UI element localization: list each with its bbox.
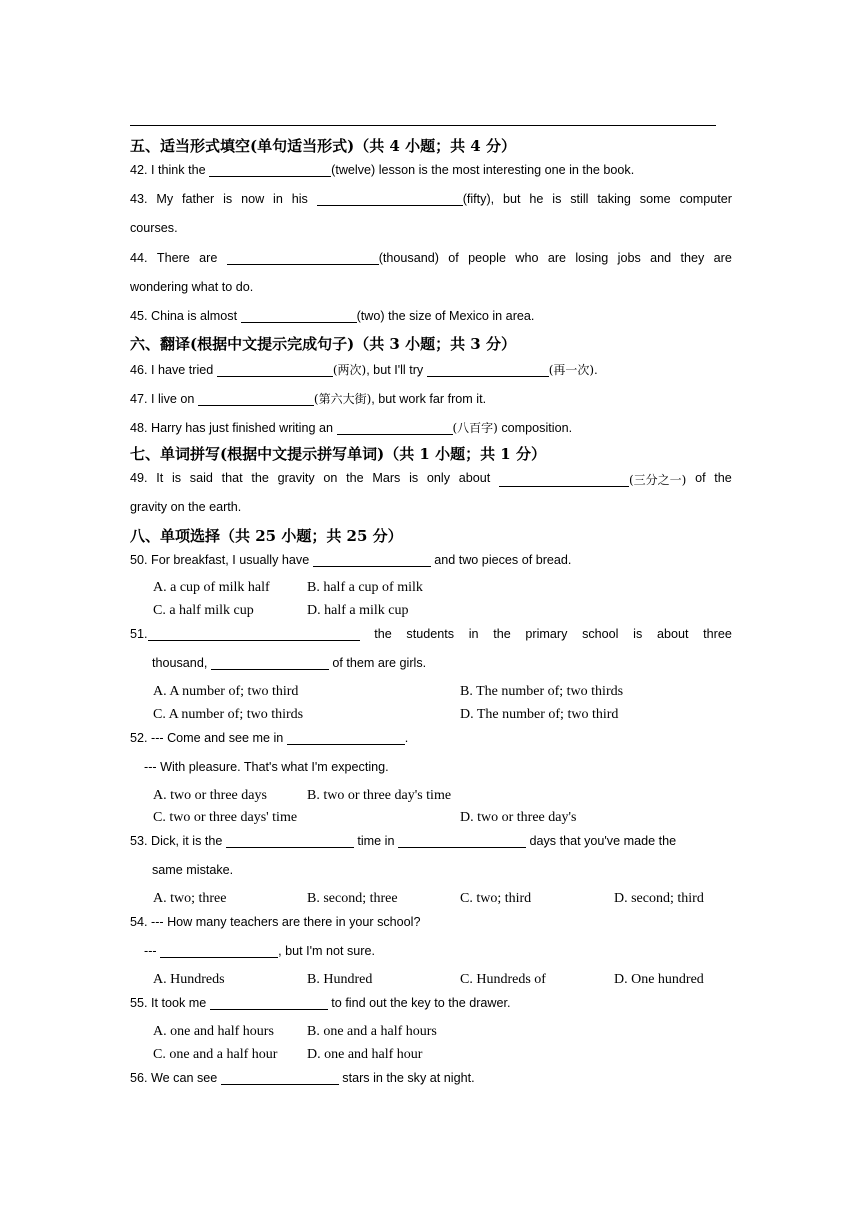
answer-blank[interactable] [499,473,629,487]
header-rule [130,125,716,126]
section-heading-6: 六、翻译(根据中文提示完成句子)（共 3 小题；共 3 分） [130,335,516,353]
question-54-reply: --- , but I'm not sure. [144,944,375,958]
option-a[interactable]: A. A number of; two third [153,684,299,699]
section-heading-7: 七、单词拼写(根据中文提示拼写单词)（共 1 小题；共 1 分） [130,445,546,463]
question-45: 45. China is almost (two) the size of Mexico in area. [130,309,535,323]
answer-blank[interactable] [148,627,360,641]
option-c[interactable]: C. two or three days' time [153,810,298,825]
answer-blank[interactable] [241,309,357,323]
option-d[interactable]: D. half a milk cup [307,603,409,618]
question-47: 47. I live on (第六大街), but work far from it. [130,392,487,406]
section-heading-5: 五、适当形式填空(单句适当形式)（共 4 小题；共 4 分） [130,137,516,155]
question-44-continued: wondering what to do. [130,280,254,294]
answer-blank[interactable] [160,944,278,958]
answer-blank[interactable] [198,392,314,406]
question-49: 49. It is said that the gravity on the Mars is only about (三分之一) of the [130,471,732,487]
option-a[interactable]: A. two; three [153,891,227,906]
answer-blank[interactable] [337,421,453,435]
answer-blank[interactable] [221,1071,339,1085]
option-d[interactable]: D. The number of; two third [460,707,619,722]
option-d[interactable]: D. two or three day's [460,810,577,825]
answer-blank[interactable] [227,251,379,265]
answer-blank[interactable] [398,834,526,848]
question-54: 54. --- How many teachers are there in your school? [130,915,421,929]
answer-blank[interactable] [287,731,405,745]
option-b[interactable]: B. second; three [307,891,398,906]
question-43: 43. My father is now in his (fifty), but he is still taking some computer [130,192,732,206]
option-b[interactable]: B. two or three day's time [307,788,452,803]
option-c[interactable]: C. Hundreds of [460,972,546,987]
answer-blank[interactable] [313,553,431,567]
answer-blank[interactable] [217,363,333,377]
question-48: 48. Harry has just finished writing an (八百字) composition. [130,421,573,435]
option-a[interactable]: A. two or three days [153,788,267,803]
answer-blank[interactable] [226,834,354,848]
section-heading-8: 八、单项选择（共 25 小题；共 25 分） [130,527,403,545]
question-53: 53. Dick, it is the time in days that you've made the [130,834,677,848]
question-42: 42. I think the (twelve) lesson is the most interesting one in the book. [130,163,635,177]
answer-blank[interactable] [317,192,463,206]
option-a[interactable]: A. Hundreds [153,972,225,987]
option-c[interactable]: C. two; third [460,891,532,906]
question-51: 51. the students in the primary school is about three [130,627,732,641]
question-55: 55. It took me to find out the key to the drawer. [130,996,511,1010]
question-49-continued: gravity on the earth. [130,500,242,514]
question-52: 52. --- Come and see me in . [130,731,409,745]
option-a[interactable]: A. one and half hours [153,1024,274,1039]
option-c[interactable]: C. one and a half hour [153,1047,278,1062]
question-46: 46. I have tried (两次), but I'll try (再一次). [130,363,598,377]
option-a[interactable]: A. a cup of milk half [153,580,270,595]
option-b[interactable]: B. The number of; two thirds [460,684,624,699]
option-b[interactable]: B. half a cup of milk [307,580,423,595]
answer-blank[interactable] [427,363,549,377]
question-44: 44. There are (thousand) of people who are losing jobs and they are [130,251,732,265]
option-d[interactable]: D. second; third [614,891,704,906]
question-51-continued: thousand, of them are girls. [152,656,427,670]
question-53-continued: same mistake. [152,863,234,877]
option-d[interactable]: D. one and half hour [307,1047,423,1062]
option-b[interactable]: B. Hundred [307,972,373,987]
answer-blank[interactable] [209,163,331,177]
question-52-reply: --- With pleasure. That's what I'm expecting. [144,760,389,774]
answer-blank[interactable] [210,996,328,1010]
option-d[interactable]: D. One hundred [614,972,704,987]
answer-blank[interactable] [211,656,329,670]
question-43-continued: courses. [130,221,178,235]
question-50: 50. For breakfast, I usually have and two pieces of bread. [130,553,572,567]
option-c[interactable]: C. A number of; two thirds [153,707,304,722]
option-b[interactable]: B. one and a half hours [307,1024,437,1039]
question-56: 56. We can see stars in the sky at night. [130,1071,475,1085]
option-c[interactable]: C. a half milk cup [153,603,254,618]
